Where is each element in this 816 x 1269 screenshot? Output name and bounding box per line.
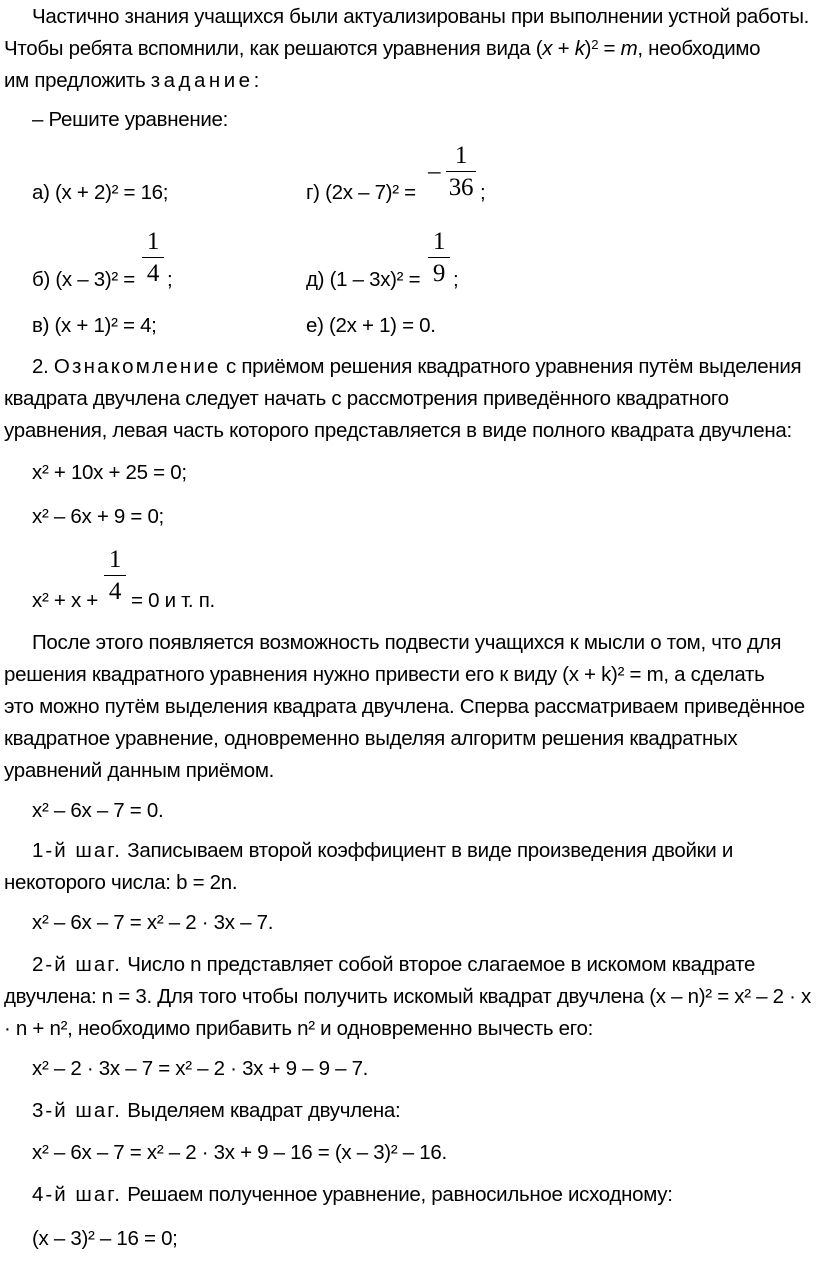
step2-line-1	[4, 950, 814, 980]
step-label: 3-й шаг.	[32, 1099, 122, 1122]
equation-g-end: ;	[480, 181, 486, 204]
fraction-denominator: 4	[146, 260, 160, 287]
intro-text-3a: им предложить	[4, 69, 151, 92]
example-3-end: = 0 и т. п.	[131, 589, 215, 612]
step-label: 4-й шаг.	[32, 1183, 122, 1206]
equation-g: г) (2x – 7)² =	[306, 181, 416, 204]
step1-line-1	[4, 836, 814, 866]
spaced-word: задание	[150, 69, 254, 92]
para3-line-3: это можно путём выделения квадрата двучлена. Сперва рассматриваем приведённое	[4, 695, 805, 718]
step1-line-2: некоторого числа: b = 2n.	[4, 871, 238, 894]
fraction-numerator: 1	[146, 228, 160, 255]
section-number: 2.	[32, 355, 54, 378]
fraction-1-36	[446, 143, 476, 201]
equation-d: д) (1 – 3x)² =	[306, 268, 421, 291]
fraction-denominator: 9	[432, 260, 446, 287]
step2-text: Число n представляет собой второе слагаемое в искомом квадрате	[121, 953, 756, 976]
step4-text: Решаем полученное уравнение, равносильное исходному:	[121, 1183, 673, 1206]
var-m: m	[620, 37, 638, 60]
main-equation: x² – 6x – 7 = 0.	[32, 799, 164, 822]
var-k: k	[574, 37, 585, 60]
fraction-1-4	[142, 229, 164, 287]
section2-line-1	[4, 352, 814, 382]
fraction-numerator: 1	[108, 546, 122, 573]
section2-line-2: квадрата двучлена следует начать с рассмотрения приведённого квадратного	[4, 387, 729, 410]
intro-paren: )	[584, 37, 592, 60]
fraction-bar	[142, 257, 164, 258]
intro-line-3	[4, 66, 814, 96]
fraction-bar	[446, 171, 476, 172]
step3-text: Выделяем квадрат двучлена:	[121, 1099, 401, 1122]
step1-text: Записываем второй коэффициент в виде произведения двойки и	[121, 839, 733, 862]
para3-line-1: После этого появляется возможность подвести учащихся к мысли о том, что для	[32, 631, 782, 654]
step2-line-2: двучлена: n = 3. Для того чтобы получить искомый квадрат двучлена (x – n)² = x² – 2 · x	[4, 985, 812, 1008]
fraction-bar	[428, 257, 450, 258]
example-3: x² + x +	[32, 589, 98, 612]
section2-line-3: уравнения, левая часть которого представляется в виде полного квадрата двучлена:	[4, 419, 792, 442]
equation-d-end: ;	[453, 268, 459, 291]
intro-text-1: Частично знания учащихся были актуализированы при выполнении устной работы.	[32, 5, 810, 28]
step3-equation: x² – 6x – 7 = x² – 2 · 3x + 9 – 16 = (x – 3)² – 16.	[32, 1141, 447, 1164]
intro-line-2	[4, 34, 814, 64]
equation-b-end: ;	[167, 268, 173, 291]
fraction-bar	[104, 575, 126, 576]
intro-text-2a: Чтобы ребята вспомнили, как решаются уравнения вида (	[4, 37, 543, 60]
fraction-denominator: 36	[448, 174, 474, 201]
task-heading: – Решите уравнение:	[32, 108, 229, 131]
step1-equation: x² – 6x – 7 = x² – 2 · 3x – 7.	[32, 911, 274, 934]
para3-line-4: квадратное уравнение, одновременно выделяя алгоритм решения квадратных	[4, 727, 738, 750]
intro-text-2e: , необходимо	[637, 37, 761, 60]
exponent: 2	[591, 37, 599, 52]
equation-a: а) (x + 2)² = 16;	[32, 181, 169, 204]
spaced-word: Ознакомление	[53, 355, 221, 378]
step4-equation: (x – 3)² – 16 = 0;	[32, 1227, 178, 1250]
example-1: x² + 10x + 25 = 0;	[32, 461, 187, 484]
intro-line-1	[4, 2, 814, 32]
step-label: 2-й шаг.	[32, 953, 122, 976]
var-x: x	[542, 37, 553, 60]
minus-sign: –	[428, 158, 441, 185]
section2-text-1: с приёмом решения квадратного уравнения путём выделения	[220, 355, 802, 378]
fraction-1-9	[428, 229, 450, 287]
intro-colon: :	[253, 69, 259, 92]
step2-line-3: · n + n², необходимо прибавить n² и одновременно вычесть его:	[4, 1017, 593, 1040]
equation-e: е) (2x + 1) = 0.	[306, 314, 436, 337]
fraction-numerator: 1	[432, 228, 446, 255]
example-2: x² – 6x + 9 = 0;	[32, 505, 164, 528]
para3-line-2: решения квадратного уравнения нужно привести его к виду (x + k)² = m, а сделать	[4, 663, 765, 686]
para3-line-5: уравнений данным приёмом.	[4, 759, 275, 782]
step-label: 1-й шаг.	[32, 839, 122, 862]
step2-equation: x² – 2 · 3x – 7 = x² – 2 · 3x + 9 – 9 – 7.	[32, 1057, 369, 1080]
fraction-denominator: 4	[108, 578, 122, 605]
fraction-numerator: 1	[454, 142, 468, 169]
equation-b: б) (x – 3)² =	[32, 268, 135, 291]
fraction-1-4-b	[104, 547, 126, 605]
step3-line-1	[4, 1096, 814, 1126]
intro-equals: =	[598, 37, 621, 60]
equation-v: в) (x + 1)² = 4;	[32, 314, 157, 337]
intro-plus: +	[552, 37, 575, 60]
step4-line-1	[4, 1180, 814, 1210]
